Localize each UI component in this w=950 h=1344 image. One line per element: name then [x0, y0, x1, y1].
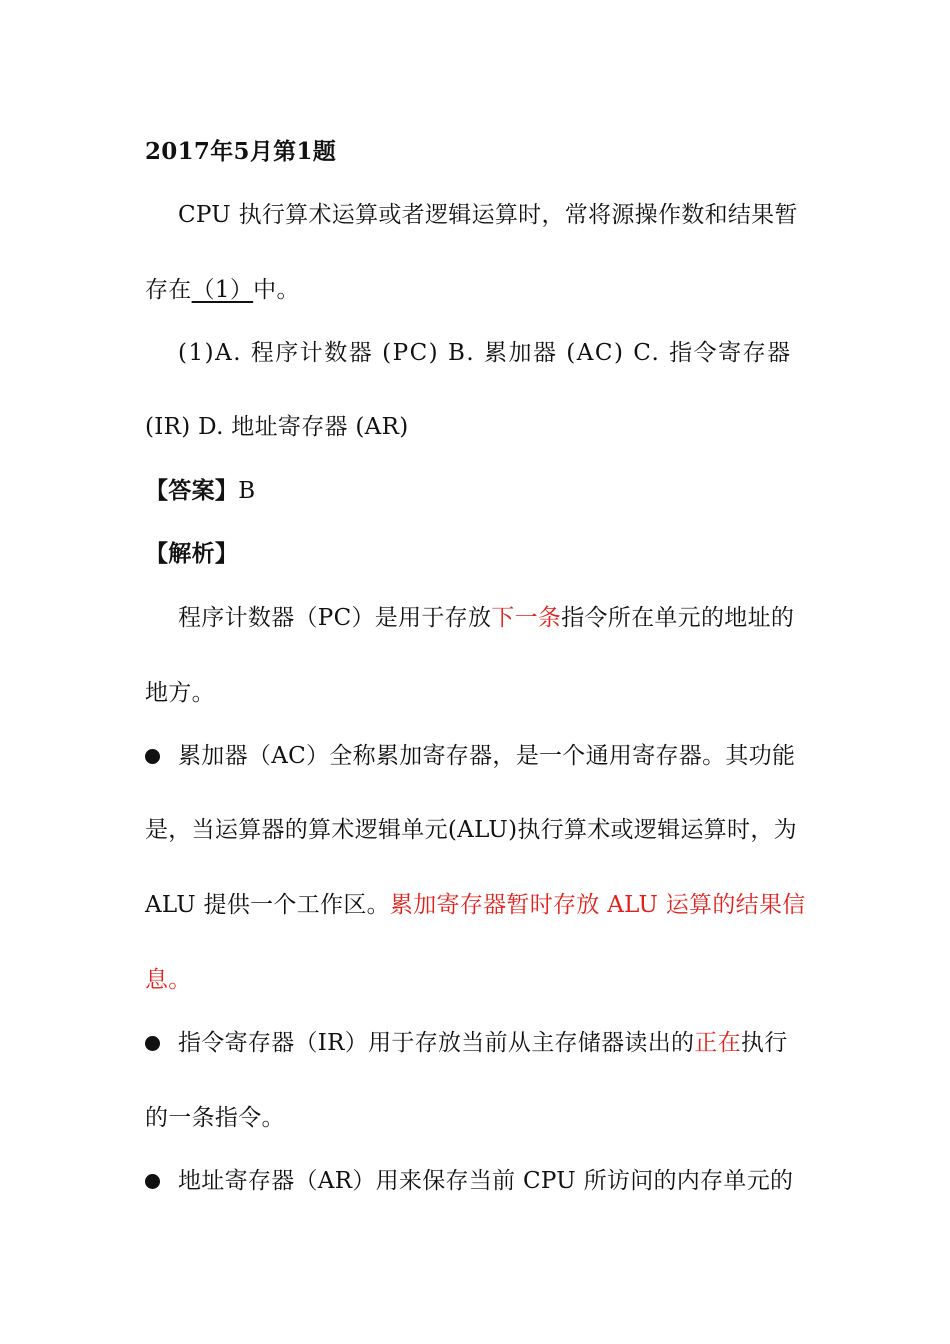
- ir-line-1: [178, 1028, 810, 1058]
- ir-text-post: 执行: [740, 1030, 788, 1056]
- answer-label: 【答案】: [145, 477, 239, 504]
- answer-value: B: [238, 478, 256, 504]
- bullet-icon: [145, 1174, 160, 1189]
- ar-line-1: 地址寄存器（AR）用来保存当前 CPU 所访问的内存单元的: [178, 1168, 794, 1194]
- pc-text-pre: 程序计数器（PC）是用于存放: [178, 605, 492, 631]
- options-line-1: (1)A. 程序计数器 (PC) B. 累加器 (AC) C. 指令寄存器: [178, 340, 792, 366]
- ir-highlight: 正在: [694, 1030, 741, 1056]
- pc-highlight: 下一条: [491, 605, 562, 631]
- ac-line-2: 是，当运算器的算术逻辑单元(ALU)执行算术或逻辑运算时，为: [145, 817, 797, 843]
- ac-line-3: [145, 890, 810, 920]
- analysis-paragraph-1-line-2: 地方。: [145, 680, 215, 706]
- options-line-2: (IR) D. 地址寄存器 (AR): [145, 414, 409, 440]
- question-line-2: [145, 275, 810, 305]
- analysis-label: 【解析】: [145, 540, 239, 567]
- ac-highlight: 累加寄存器暂时存放 ALU 运算的结果信: [389, 892, 806, 918]
- ac-line-1: 累加器（AC）全称累加寄存器，是一个通用寄存器。其功能: [178, 743, 796, 769]
- question-blank: （1）: [191, 277, 254, 303]
- ac-line-4: 息。: [145, 967, 192, 993]
- bullet-icon: [145, 749, 160, 764]
- ir-text-pre: 指令寄存器（IR）用于存放当前从主存储器读出的: [178, 1030, 695, 1056]
- page-title: 2017年5月第1题: [145, 138, 337, 165]
- question-text-post: 中。: [253, 277, 300, 303]
- answer-line: [145, 476, 810, 506]
- question-line-1: CPU 执行算术运算或者逻辑运算时，常将源操作数和结果暂: [178, 202, 798, 228]
- ac-text-pre: ALU 提供一个工作区。: [145, 892, 390, 918]
- ir-line-2: 的一条指令。: [145, 1105, 285, 1131]
- analysis-paragraph-1: [178, 603, 810, 633]
- question-text-pre: 存在: [145, 277, 192, 303]
- bullet-icon: [145, 1036, 160, 1051]
- pc-text-post: 指令所在单元的地址的: [561, 605, 795, 631]
